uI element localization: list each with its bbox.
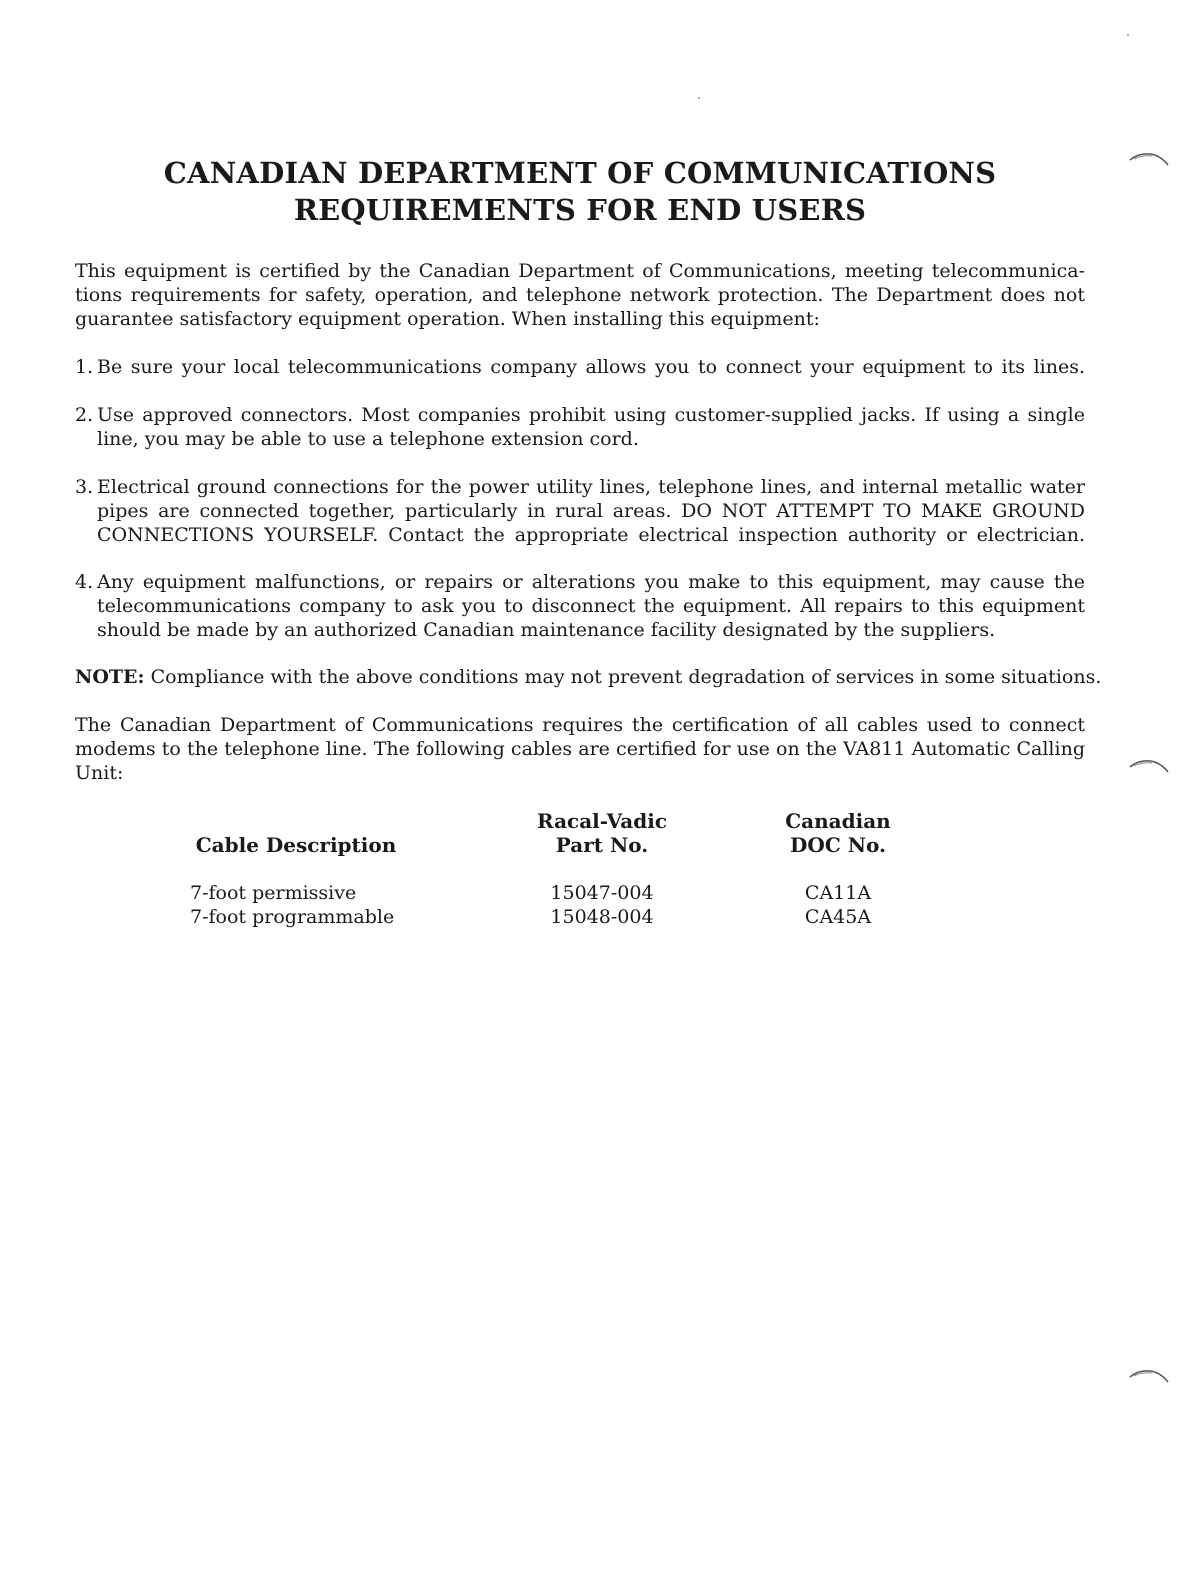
- list-item-line: Use approved connectors. Most companies prohibit using customer-supplied jacks. If using a single: [97, 404, 1085, 426]
- list-item-body: [97, 403, 1085, 451]
- page-title-line-2: REQUIREMENTS FOR END USERS: [293, 193, 867, 227]
- intro-line: tions requirements for safety, operation, and telephone network protection. The Department does not: [75, 284, 1085, 306]
- table-header-part-line1: Racal-Vadic: [536, 809, 668, 833]
- list-item-line: pipes are connected together, particularly in rural areas. DO NOT ATTEMPT TO MAKE GROUND: [97, 500, 1085, 522]
- table-header-doc-line1: Canadian: [785, 809, 891, 833]
- list-item-line: telecommunications company to ask you to disconnect the equipment. All repairs to this equipment: [97, 595, 1085, 617]
- table-header-doc-line2: DOC No.: [790, 833, 886, 857]
- cables-intro-line: Unit:: [75, 762, 124, 784]
- list-item-line: should be made by an authorized Canadian maintenance facility designated by the suppliers.: [97, 619, 996, 641]
- list-item-line: Electrical ground connections for the power utility lines, telephone lines, and internal metallic water: [97, 476, 1085, 498]
- table-header-part-line2: Part No.: [555, 833, 649, 857]
- binder-hole-mark-icon: [1128, 151, 1172, 167]
- scan-speck: [1127, 34, 1129, 36]
- table-row-2-doc: CA45A: [804, 906, 872, 928]
- list-item-number: 4.: [75, 571, 94, 593]
- intro-paragraph: [75, 259, 1085, 331]
- note-label: NOTE:: [75, 666, 145, 688]
- table-row-2-part: 15048-004: [550, 906, 654, 928]
- intro-line: guarantee satisfactory equipment operation. When installing this equipment:: [75, 308, 820, 330]
- table-row-1-description: 7-foot permissive: [190, 882, 357, 904]
- table-row-1-part: 15047-004: [550, 882, 654, 904]
- binder-hole-mark-icon: [1128, 1368, 1172, 1384]
- intro-line: This equipment is certified by the Canadian Department of Communications, meeting telecommunica-: [75, 260, 1085, 282]
- list-item-number: 2.: [75, 404, 94, 426]
- list-item-line: Be sure your local telecommunications company allows you to connect your equipment to its lines.: [97, 356, 1085, 378]
- table-row-1-doc: CA11A: [804, 882, 872, 904]
- note-line: [75, 665, 1102, 689]
- list-item-line: line, you may be able to use a telephone extension cord.: [97, 428, 639, 450]
- cables-intro-paragraph: [75, 713, 1085, 785]
- table-header-description: Cable Description: [195, 833, 397, 857]
- page-title-line-1: CANADIAN DEPARTMENT OF COMMUNICATIONS: [163, 156, 997, 190]
- note-text: Compliance with the above conditions may not prevent degradation of services in some situations.: [150, 666, 1102, 688]
- table-row-2-description: 7-foot programmable: [190, 906, 395, 928]
- list-item-body: [97, 355, 1085, 379]
- list-item-line: Any equipment malfunctions, or repairs or alterations you make to this equipment, may cause the: [97, 571, 1085, 593]
- scan-speck: [698, 97, 700, 99]
- list-item-line: CONNECTIONS YOURSELF. Contact the appropriate electrical inspection authority or electrician.: [97, 524, 1085, 546]
- note-paragraph: [75, 665, 1102, 689]
- list-item-body: [97, 570, 1085, 642]
- list-item-body: [97, 475, 1085, 547]
- list-item-number: 1.: [75, 356, 94, 378]
- cables-intro-line: modems to the telephone line. The following cables are certified for use on the VA811 Automatic Calling: [75, 738, 1085, 760]
- binder-hole-mark-icon: [1128, 758, 1172, 774]
- list-item-number: 3.: [75, 476, 94, 498]
- cables-intro-line: The Canadian Department of Communications requires the certification of all cables used to connect: [75, 714, 1085, 736]
